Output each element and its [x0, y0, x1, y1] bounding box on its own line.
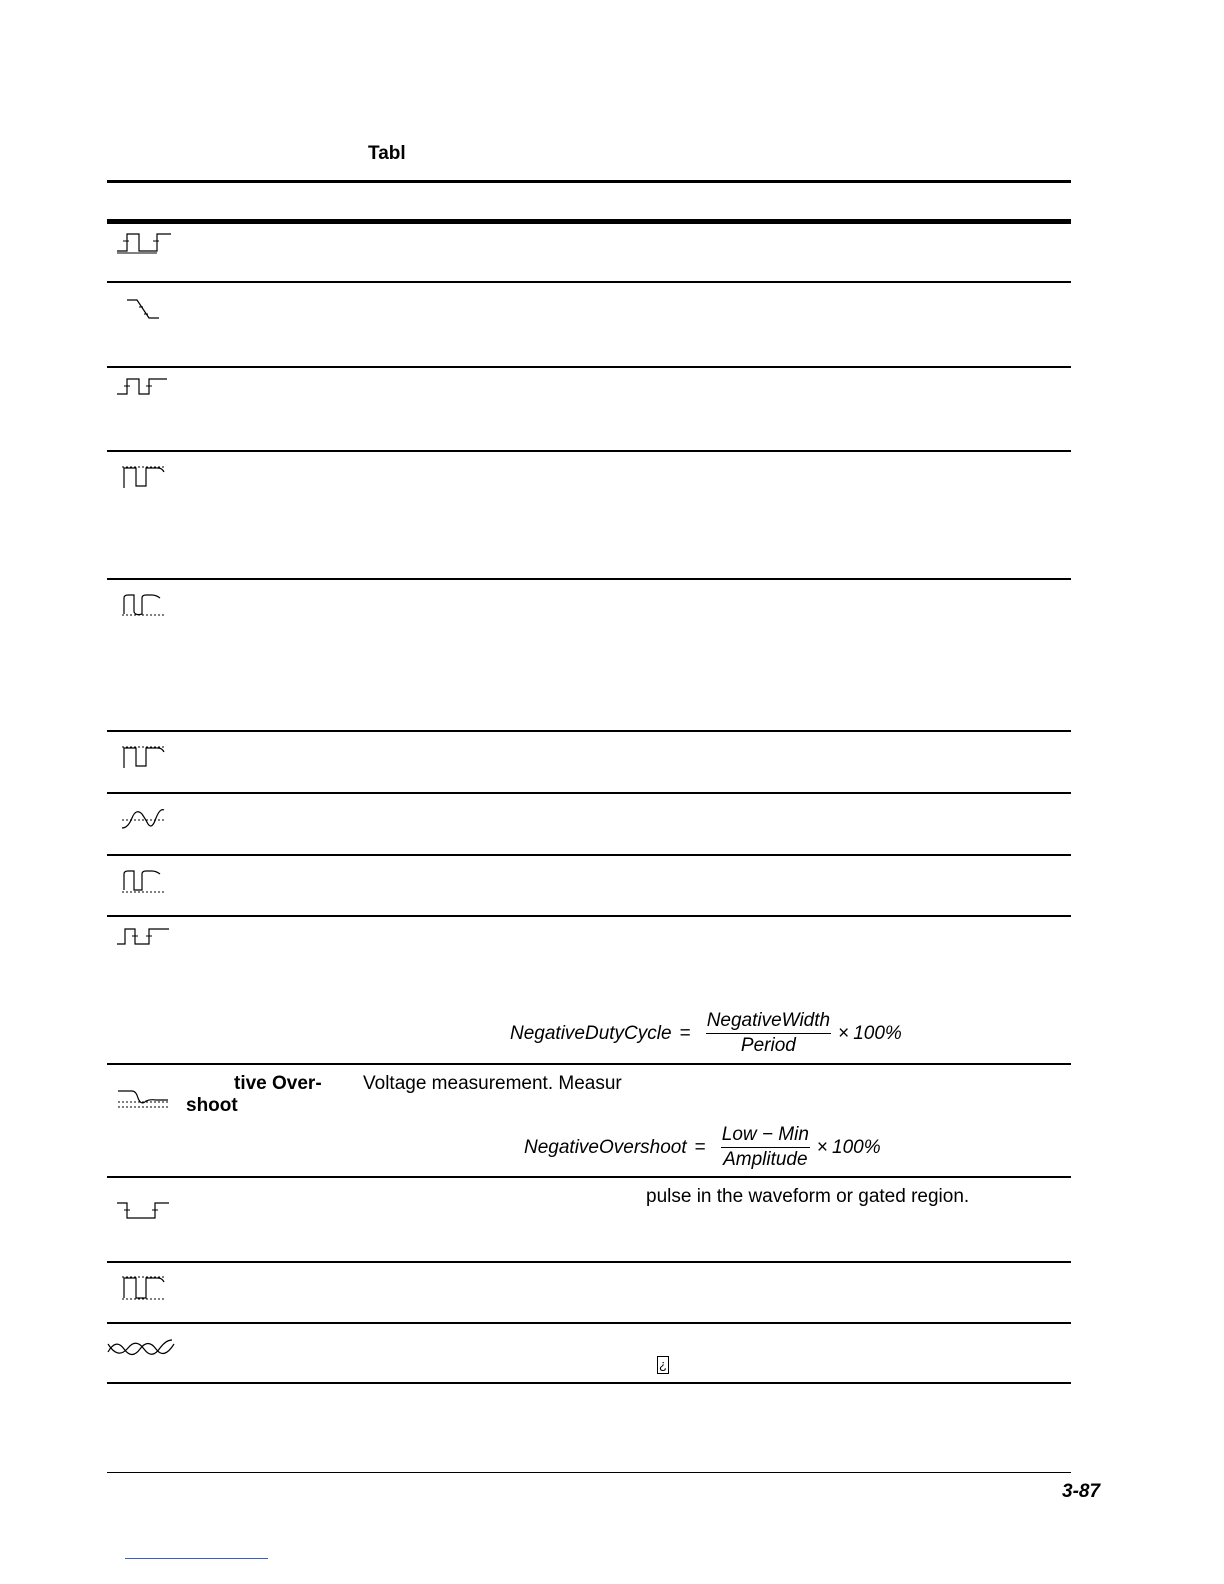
row-divider: [107, 366, 1071, 368]
formula-lhs: NegativeOvershoot: [524, 1136, 687, 1158]
negative-width-description: pulse in the waveform or gated region.: [646, 1186, 970, 1207]
formula-numerator: NegativeWidth: [706, 1010, 831, 1034]
table-bottom-rule: [107, 1382, 1071, 1384]
table-top-rule: [107, 180, 1071, 183]
phase-glyph: ¿: [657, 1356, 669, 1374]
row-divider: [107, 915, 1071, 917]
row-divider: [107, 1063, 1071, 1065]
minimum-icon: [120, 868, 168, 894]
row-divider: [107, 578, 1071, 580]
footer-rule: [107, 1472, 1071, 1473]
row-divider: [107, 854, 1071, 856]
peak-to-peak-icon: [120, 1274, 168, 1302]
formula-equals: =: [679, 1022, 691, 1044]
row-divider: [107, 1322, 1071, 1324]
page-number: 3-87: [1062, 1481, 1101, 1502]
negative-overshoot-name-line2: shoot: [186, 1095, 238, 1116]
row-divider: [107, 1176, 1071, 1178]
formula-denominator: Amplitude: [723, 1149, 808, 1170]
row-divider: [107, 792, 1071, 794]
negative-overshoot-formula: [524, 1124, 881, 1171]
burst-width-icon: [115, 230, 173, 254]
formula-times: ×: [838, 1022, 850, 1044]
high-icon: [120, 464, 168, 490]
formula-numerator: Low − Min: [721, 1124, 810, 1148]
low-icon: [120, 592, 168, 618]
maximum-icon: [120, 744, 168, 770]
formula-lhs: NegativeDutyCycle: [510, 1022, 672, 1044]
negative-overshoot-icon: [116, 1088, 170, 1110]
formula-denominator: Period: [740, 1035, 796, 1056]
negative-duty-cycle-formula: [510, 1010, 902, 1057]
phase-icon: [106, 1334, 176, 1364]
fall-time-icon: [125, 297, 163, 323]
mean-icon: [120, 806, 166, 832]
formula-times: ×: [816, 1136, 828, 1158]
footer-link-underline[interactable]: [125, 1558, 268, 1559]
row-divider: [107, 281, 1071, 283]
row-divider: [107, 1261, 1071, 1263]
table-title: Tabl: [368, 143, 406, 164]
negative-overshoot-description: Voltage measurement. Measur: [363, 1073, 622, 1094]
header-bottom-rule: [107, 219, 1071, 224]
row-divider: [107, 450, 1071, 452]
formula-fraction: [706, 1010, 831, 1057]
frequency-icon: [115, 376, 173, 398]
negative-width-icon: [115, 1200, 173, 1222]
formula-fraction: [721, 1124, 810, 1171]
formula-equals: =: [694, 1136, 706, 1158]
formula-factor: 100%: [853, 1022, 902, 1044]
formula-factor: 100%: [832, 1136, 881, 1158]
negative-duty-cycle-icon: [115, 926, 173, 948]
row-divider: [107, 730, 1071, 732]
negative-overshoot-name-line1: tive Over-: [234, 1073, 322, 1094]
